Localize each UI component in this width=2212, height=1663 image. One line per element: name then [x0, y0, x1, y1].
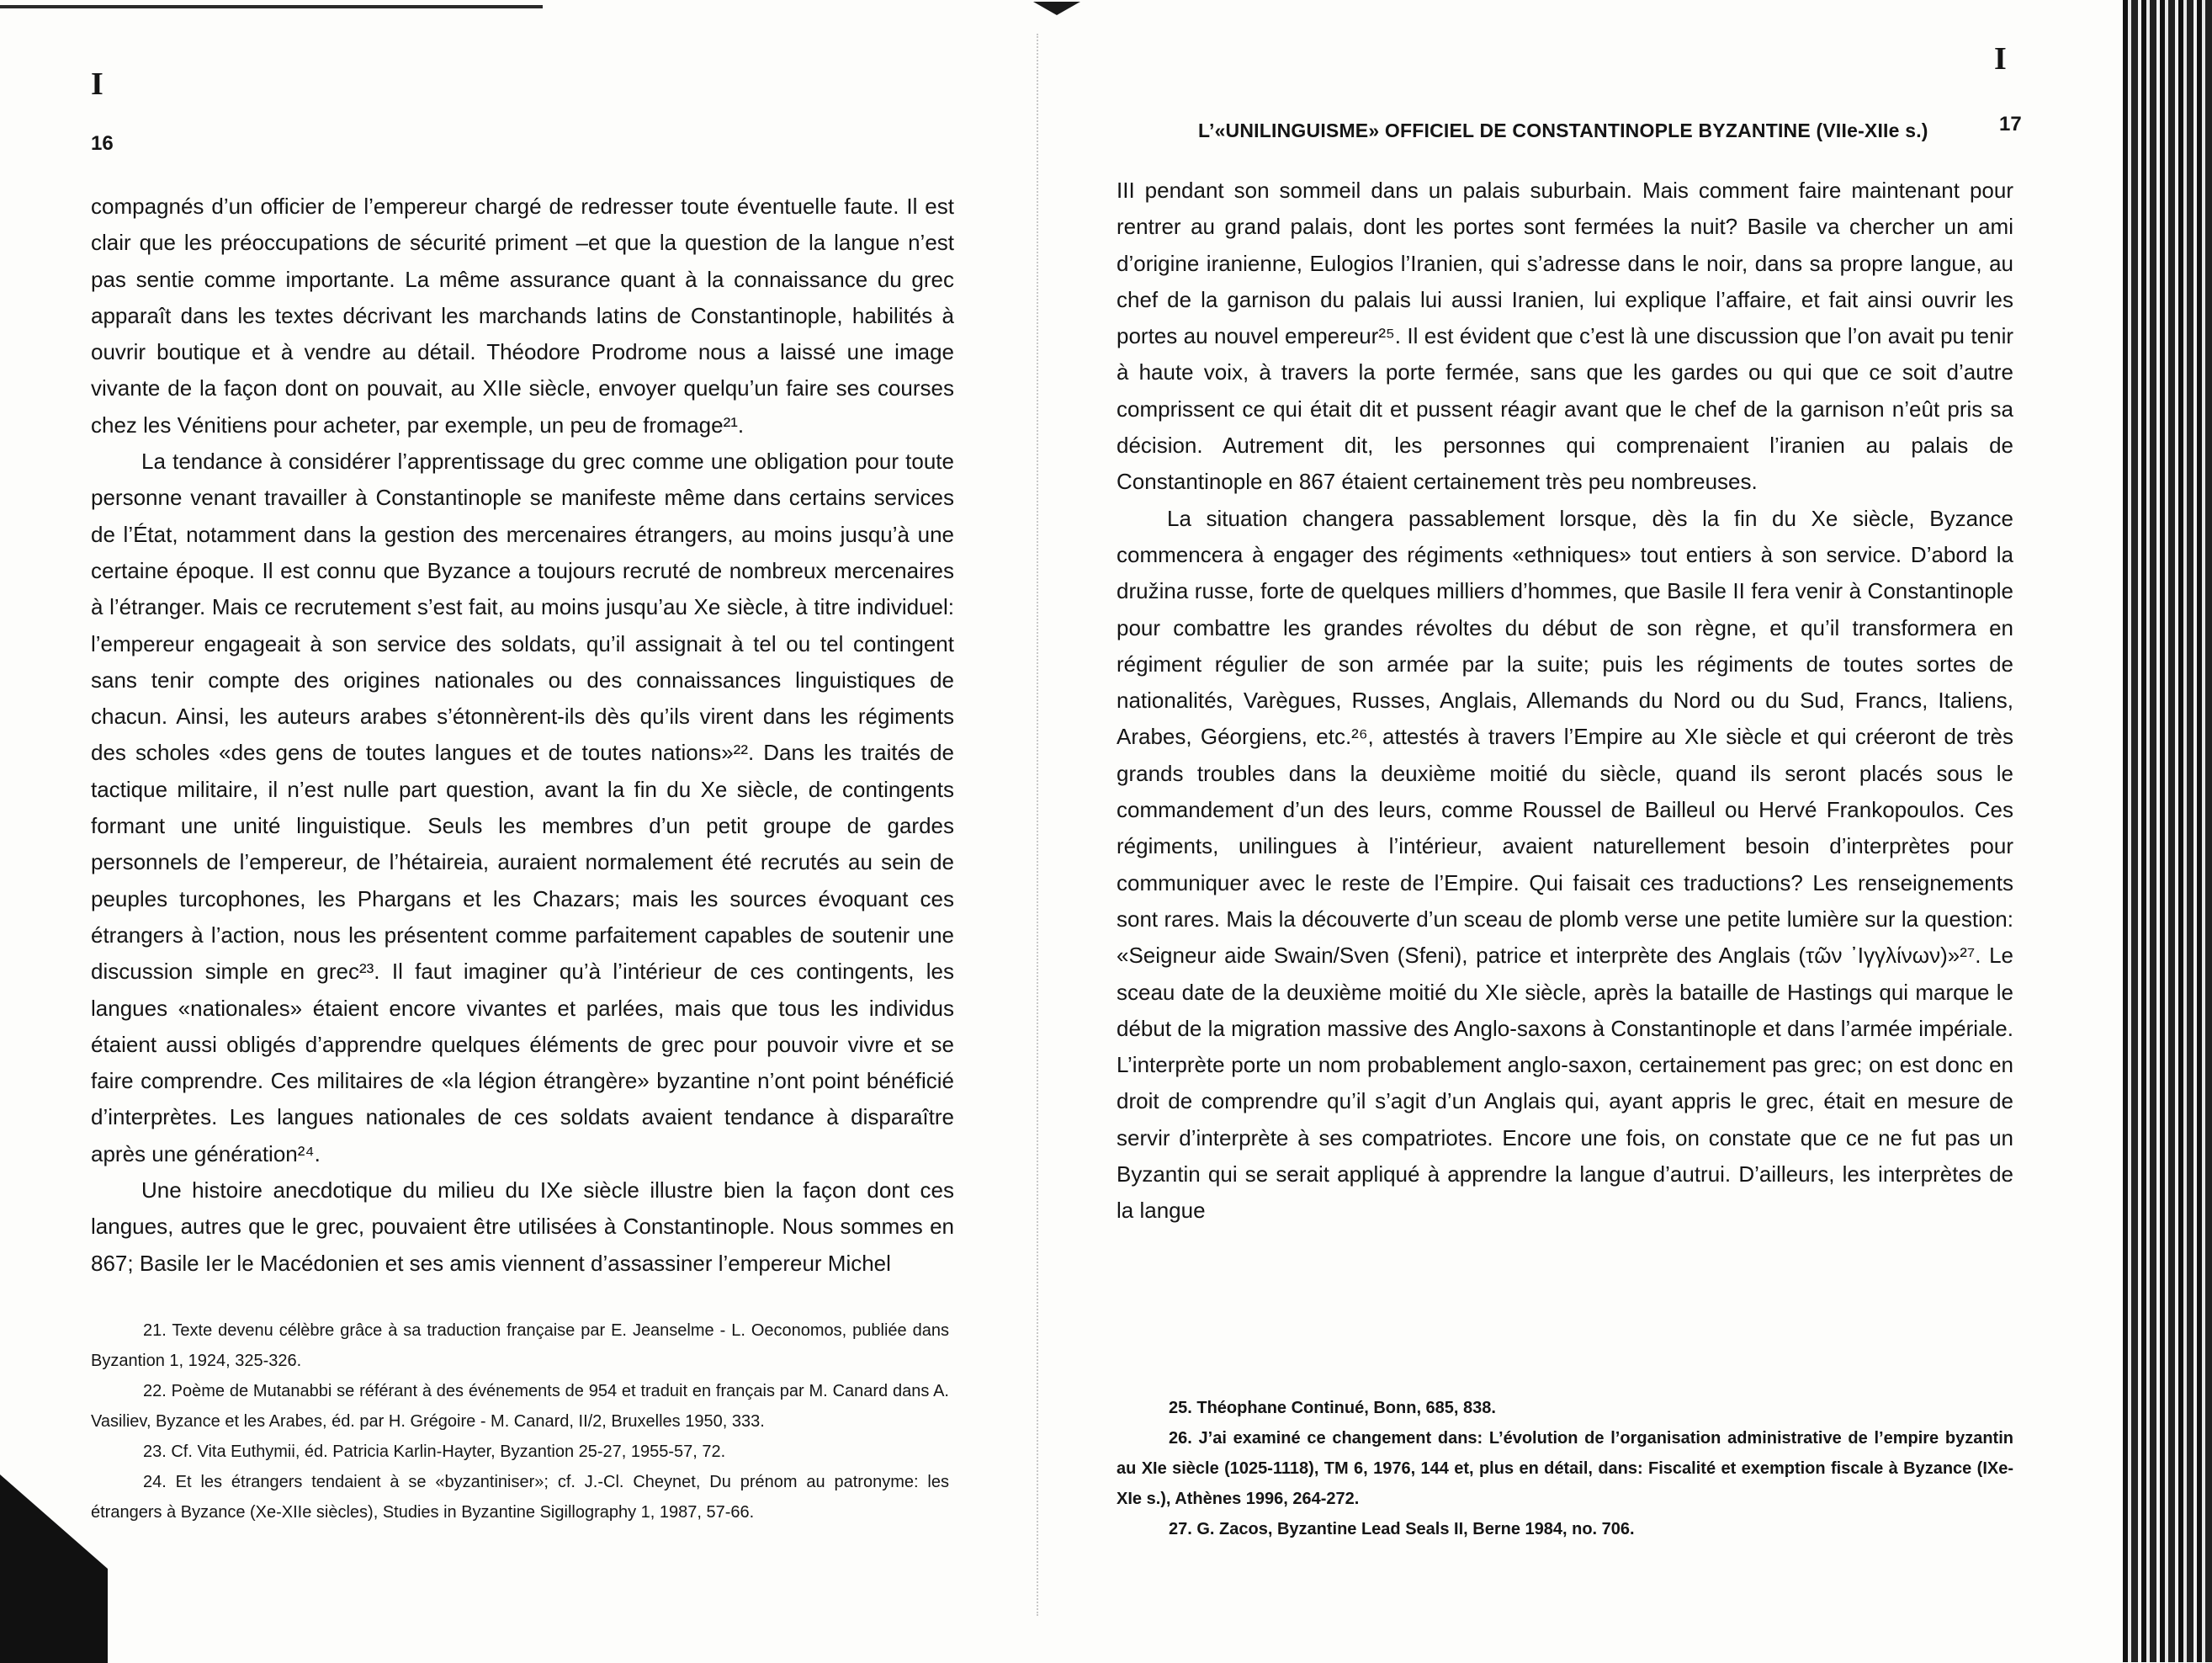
right-paragraph-2: La situation changera passablement lorsque, dès la fin du Xe siècle, Byzance commencera à engager des régiments «ethniques» tout entiers à son service. D’abord la družina russe, forte de quelques milliers d’hommes, que Basile II fera venir à Constantinople pour combattre les grandes révoltes du début de son règne, et qu’il transformera en régiment régulier de son armée par la suite; puis les régiments de toutes sortes de nationalités, Varègues, Russes, Anglais, Allemands du Nord ou du Sud, Francs, Italiens, Arabes, Géorgiens, etc.²⁶, attestés à travers l’Empire au XIe siècle et qui créeront de très grands troubles dans la deuxième moitié du siècle, quand ils seront placés sous le commandement d’un des leurs, comme Roussel de Bailleul ou Hervé Frankopoulos. Ces régiments, unilingues à l’intérieur, avaient naturellement besoin d’interprètes pour communiquer avec le reste de l’Empire. Qui faisait ces traductions? Les renseignements sont rares. Mais la découverte d’un sceau de plomb verse une petite lumière sur la question: «Seigneur aide Swain/Sven (Sfeni), patrice et interprète des Anglais (τῶν ᾿Ιγγλίνων)»²⁷. Le sceau date de la deuxième moitié du XIe siècle, après la bataille de Hastings qui marque le début de la migration massive des Anglo-saxons à Constantinople et dans l’armée impériale. L’interprète porte un nom probablement anglo-saxon, certainement pas grec; on est donc en droit de comprendre qu’il s’agit d’un Anglais qui, ayant appris le grec, était en mesure de servir d’interprète à ses compatriotes. Encore une fois, on constate que ce ne fut pas un Byzantin qui se serait appliqué à apprendre la langue d’autrui. D’ailleurs, les interprètes de la langue — [1117, 505, 2013, 1224]
footnote-23: 23. Cf. Vita Euthymii, éd. Patricia Karlin-Hayter, Byzantion 25-27, 1955-57, 72. — [143, 1443, 726, 1461]
right-page-number: 17 — [1999, 113, 2022, 135]
left-part-mark: I — [91, 66, 103, 102]
footnote-21: 21. Texte devenu célèbre grâce à sa traduction française par E. Jeanselme - L. Oeconomos, publiée dans Byzantion 1, 1924, 325-326. — [91, 1321, 949, 1370]
right-page-body — [1117, 173, 2013, 1230]
running-head: L’«UNILINGUISME» OFFICIEL DE CONSTANTINOPLE BYZANTINE (VIIe-XIIe s.) — [1198, 120, 1928, 141]
footnote-27: 27. G. Zacos, Byzantine Lead Seals II, Berne 1984, no. 706. — [1169, 1520, 1635, 1538]
scan-edge-band — [2123, 0, 2212, 1662]
footnote-26: 26. J’ai examiné ce changement dans: L’évolution de l’organisation administrative de l’empire byzantin au XIe siècle (1025-1118), TM 6, 1976, 144 et, plus en détail, dans: Fiscalité et exemption fiscale à Byzance (IXe-XIe s.), Athènes 1996, 264-272. — [1117, 1429, 2013, 1508]
binding-gutter — [1037, 34, 1038, 1616]
left-footnotes — [91, 1315, 949, 1528]
right-paragraph-1: III pendant son sommeil dans un palais suburbain. Mais comment faire maintenant pour rentrer au grand palais, dont les portes sont fermées la nuit? Basile va chercher un ami d’origine iranienne, Eulogios l’Iranien, qui s’adresse dans le noir, dans sa propre langue, au chef de la garnison du palais lui aussi Iranien, lui explique l’affaire, et fait ainsi ouvrir les portes au nouvel empereur²⁵. Il est évident que c’est là une discussion que l’on avait pu tenir à haute voix, à travers la porte fermée, sans que les gardes ou qui que ce soit d’autre comprissent ce qui était dit et pussent réagir avant que le chef de la garnison n’eût pris sa décision. Autrement dit, les personnes qui comprenaient l’iranien au palais de Constantinople en 867 étaient certainement très peu nombreuses. — [1117, 178, 2013, 495]
left-paragraph-1: compagnés d’un officier de l’empereur chargé de redresser toute éventuelle faute. Il est clair que les préoccupations de sécurité priment –et que la question de la langue n’est pas sentie comme importante. La même assurance quant à la connaissance du grec apparaît dans les textes décrivant les marchands latins de Constantinople, habilités à ouvrir boutique et à vendre au détail. Théodore Prodrome nous a laissé une image vivante de la façon dont on pouvait, au XIIe siècle, envoyer quelqu’un faire ses courses chez les Vénitiens pour acheter, par exemple, un peu de fromage²¹. — [91, 194, 954, 438]
top-rule — [0, 5, 543, 8]
left-paragraph-2: La tendance à considérer l’apprentissage du grec comme une obligation pour toute personne venant travailler à Constantinople se manifeste même dans certains services de l’État, notamment dans la gestion des mercenaires étrangers, au moins jusqu’à une certaine époque. Il est connu que Byzance a toujours recruté de nombreux mercenaires à l’étranger. Mais ce recrutement s’est fait, au moins jusqu’au Xe siècle, à titre individuel: l’empereur engageait à son service des soldats, qu’il assignait à tel ou tel contingent sans tenir compte des origines nationales ou des connaissances linguistiques de chacun. Ainsi, les auteurs arabes s’étonnèrent-ils dès qu’ils virent dans les régiments des scholes «des gens de toutes langues et de toutes nations»²². Dans les traités de tactique militaire, il n’est nulle part question, avant la fin du Xe siècle, de contingents formant une unité linguistique. Seuls les membres d’un petit groupe de gardes personnels de l’empereur, de l’hétaireia, auraient normalement été recrutés au sein de peuples turcophones, les Phargans et les Chazars; mais les sources évoquant ces étrangers à l’action, nous les présentent comme parfaitement capables de soutenir une discussion simple en grec²³. Il faut imaginer qu’à l’intérieur de ces contingents, les langues «nationales» étaient encore vivantes et parlées, mais que tous les individus étaient aussi obligés d’apprendre quelques éléments de grec pour pouvoir vivre et se faire comprendre. Ces militaires de «la légion étrangère» byzantine n’ont point bénéficié d’interprètes. Les langues nationales de ces soldats avaient tendance à disparaître après une génération²⁴. — [91, 449, 954, 1166]
footnote-22: 22. Poème de Mutanabbi se référant à des événements de 954 et traduit en français par M. Canard dans A. Vasiliev, Byzance et les Arabes, éd. par H. Grégoire - M. Canard, II/2, Bruxelles 1950, 333. — [91, 1382, 949, 1431]
right-footnotes — [1117, 1393, 2013, 1544]
footnote-25: 25. Théophane Continué, Bonn, 685, 838. — [1169, 1399, 1496, 1417]
footnote-24: 24. Et les étrangers tendaient à se «byzantiniser»; cf. J.-Cl. Cheynet, Du prénom au patronyme: les étrangers à Byzance (Xe-XIIe siècles), Studies in Byzantine Sigillography 1, 1987, 57-66. — [91, 1473, 949, 1522]
left-page-body — [91, 189, 954, 1282]
left-paragraph-3: Une histoire anecdotique du milieu du IXe siècle illustre bien la façon dont ces langues, autres que le grec, pouvaient être utilisées à Constantinople. Nous sommes en 867; Basile Ier le Macédonien et ses amis viennent d’assassiner l’empereur Michel — [91, 1177, 954, 1276]
right-part-mark: I — [1994, 41, 2007, 77]
gutter-tick-mark — [1033, 2, 1080, 15]
left-page-number: 16 — [91, 132, 114, 155]
